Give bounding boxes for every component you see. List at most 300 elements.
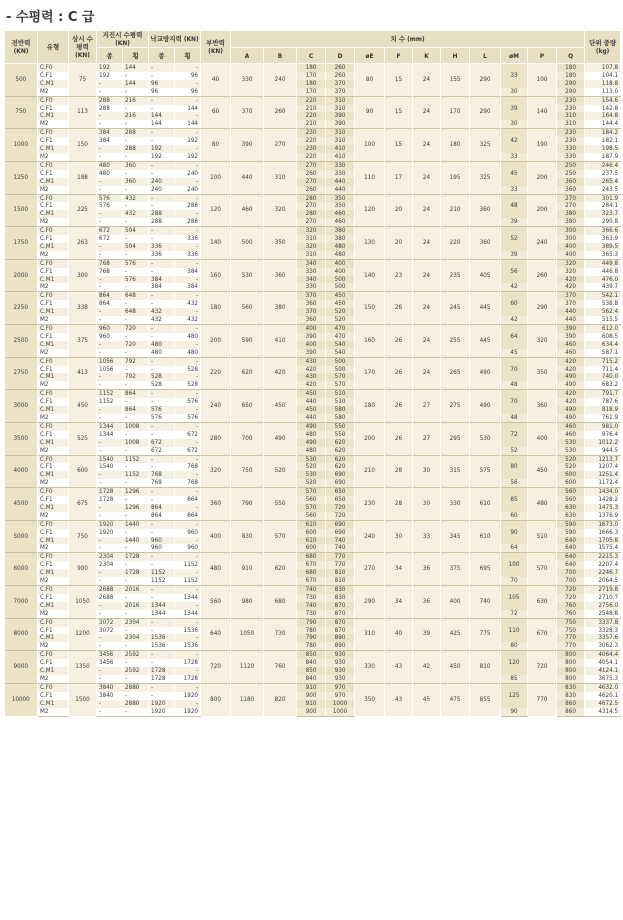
cell-fall-longit: - bbox=[149, 366, 175, 374]
cell-dim-h: 425 bbox=[441, 618, 470, 651]
cell-type: C.F1 bbox=[38, 268, 69, 276]
cell-fall-longit: 96 bbox=[149, 88, 175, 96]
cell-fall-trans: - bbox=[175, 96, 201, 104]
cell-fall-trans: - bbox=[175, 227, 201, 235]
cell-uplift: 180 bbox=[201, 292, 231, 325]
cell-dim-d: 720 bbox=[326, 504, 355, 512]
cell-dim-q: 300 bbox=[557, 235, 585, 243]
cell-uplift: 400 bbox=[201, 520, 231, 553]
cell-seismic-trans: - bbox=[123, 561, 149, 569]
cell-seismic-trans: - bbox=[123, 349, 149, 357]
cell-seismic-longit: 3072 bbox=[97, 627, 123, 635]
cell-type: C.F1 bbox=[38, 463, 69, 471]
cell-dim-q: 420 bbox=[557, 366, 585, 374]
cell-seismic-trans: 432 bbox=[123, 194, 149, 202]
cell-fall-longit: 864 bbox=[149, 504, 175, 512]
cell-unit-weight: 981.0 bbox=[585, 422, 621, 430]
cell-type: M2 bbox=[38, 577, 69, 585]
cell-dim-d: 720 bbox=[326, 512, 355, 520]
cell-dim-q: 180 bbox=[557, 64, 585, 72]
cell-type: M2 bbox=[38, 120, 69, 128]
cell-seismic-longit: 3072 bbox=[97, 618, 123, 626]
cell-unit-weight: 2207.4 bbox=[585, 561, 621, 569]
cell-rated-load: 3500 bbox=[5, 422, 38, 455]
cell-fall-longit: - bbox=[149, 64, 175, 72]
cell-dim-p: 360 bbox=[528, 390, 557, 423]
cell-dim-h: 375 bbox=[441, 553, 470, 586]
header-dim-m: øM bbox=[501, 48, 528, 64]
cell-dim-q: 230 bbox=[557, 105, 585, 113]
cell-dim-c: 670 bbox=[297, 561, 326, 569]
cell-type: C.M1 bbox=[38, 373, 69, 381]
cell-uplift: 60 bbox=[201, 96, 231, 129]
cell-dim-c: 270 bbox=[297, 178, 326, 186]
cell-seismic-longit: 2304 bbox=[97, 561, 123, 569]
cell-seismic-longit: - bbox=[97, 414, 123, 422]
cell-dim-h: 170 bbox=[441, 96, 470, 129]
cell-dim-p: 260 bbox=[528, 259, 557, 292]
cell-fall-longit: 384 bbox=[149, 276, 175, 284]
cell-unit-weight: 446.8 bbox=[585, 268, 621, 276]
cell-dim-p: 100 bbox=[528, 64, 557, 97]
cell-seismic-longit: - bbox=[97, 642, 123, 650]
cell-type: M2 bbox=[38, 544, 69, 552]
cell-seismic-trans: - bbox=[123, 218, 149, 226]
cell-dim-d: 390 bbox=[326, 112, 355, 120]
cell-dim-c: 260 bbox=[297, 170, 326, 178]
cell-dim-d: 450 bbox=[326, 300, 355, 308]
cell-fall-longit: 1920 bbox=[149, 700, 175, 708]
cell-fall-trans: 384 bbox=[175, 283, 201, 291]
cell-dim-d: 870 bbox=[326, 627, 355, 635]
cell-unit-weight: 2719.8 bbox=[585, 586, 621, 594]
cell-unit-weight: 1434.0 bbox=[585, 488, 621, 496]
cell-dim-k: 36 bbox=[413, 586, 441, 619]
cell-dim-m: 45 bbox=[501, 161, 528, 185]
cell-seismic-trans: 1728 bbox=[123, 553, 149, 561]
cell-normal-force: 113 bbox=[69, 96, 97, 129]
cell-type: C.F0 bbox=[38, 520, 69, 528]
cell-dim-d: 460 bbox=[326, 218, 355, 226]
cell-rated-load: 1000 bbox=[5, 129, 38, 162]
cell-dim-d: 740 bbox=[326, 544, 355, 552]
cell-dim-a: 790 bbox=[231, 488, 264, 521]
cell-dim-f: 28 bbox=[385, 488, 413, 521]
cell-dim-a: 650 bbox=[231, 390, 264, 423]
cell-normal-force: 600 bbox=[69, 455, 97, 488]
cell-seismic-longit: - bbox=[97, 251, 123, 259]
cell-unit-weight: 976.4 bbox=[585, 431, 621, 439]
cell-type: C.M1 bbox=[38, 112, 69, 120]
cell-type: C.M1 bbox=[38, 602, 69, 610]
cell-type: M2 bbox=[38, 283, 69, 291]
cell-dim-d: 870 bbox=[326, 618, 355, 626]
table-row bbox=[5, 194, 621, 202]
cell-dim-q: 370 bbox=[557, 300, 585, 308]
cell-fall-longit: - bbox=[149, 594, 175, 602]
cell-dim-f: 43 bbox=[385, 683, 413, 716]
cell-type: C.M1 bbox=[38, 178, 69, 186]
cell-seismic-longit: 1540 bbox=[97, 455, 123, 463]
cell-fall-longit: 480 bbox=[149, 341, 175, 349]
cell-unit-weight: 4632.0 bbox=[585, 683, 621, 691]
cell-fall-trans: 1344 bbox=[175, 594, 201, 602]
cell-fall-trans: - bbox=[175, 161, 201, 169]
cell-dim-q: 860 bbox=[557, 700, 585, 708]
cell-seismic-trans: - bbox=[123, 316, 149, 324]
cell-dim-e: 150 bbox=[355, 292, 385, 325]
cell-unit-weight: 284.1 bbox=[585, 202, 621, 210]
cell-fall-trans: - bbox=[175, 194, 201, 202]
cell-dim-l: 490 bbox=[470, 357, 501, 390]
cell-dim-q: 360 bbox=[557, 186, 585, 194]
cell-rated-load: 1750 bbox=[5, 227, 38, 260]
cell-dim-p: 350 bbox=[528, 357, 557, 390]
cell-dim-p: 630 bbox=[528, 586, 557, 619]
cell-fall-longit: - bbox=[149, 96, 175, 104]
cell-dim-f: 26 bbox=[385, 422, 413, 455]
cell-dim-c: 390 bbox=[297, 333, 326, 341]
cell-fall-longit: - bbox=[149, 235, 175, 243]
cell-dim-d: 500 bbox=[326, 283, 355, 291]
cell-dim-q: 830 bbox=[557, 683, 585, 691]
cell-unit-weight: 366.6 bbox=[585, 227, 621, 235]
cell-dim-q: 390 bbox=[557, 333, 585, 341]
cell-fall-trans: 1152 bbox=[175, 577, 201, 585]
cell-unit-weight: 476.0 bbox=[585, 276, 621, 284]
cell-normal-force: 413 bbox=[69, 357, 97, 390]
cell-dim-d: 350 bbox=[326, 194, 355, 202]
cell-dim-h: 235 bbox=[441, 259, 470, 292]
cell-type: C.F0 bbox=[38, 325, 69, 333]
cell-type: C.F1 bbox=[38, 333, 69, 341]
cell-unit-weight: 4314.5 bbox=[585, 708, 621, 716]
cell-fall-trans: 240 bbox=[175, 186, 201, 194]
cell-dim-a: 750 bbox=[231, 455, 264, 488]
cell-type: C.M1 bbox=[38, 667, 69, 675]
cell-fall-trans: - bbox=[175, 259, 201, 267]
cell-dim-e: 230 bbox=[355, 488, 385, 521]
cell-dim-c: 230 bbox=[297, 145, 326, 153]
cell-normal-force: 1050 bbox=[69, 586, 97, 619]
cell-dim-e: 170 bbox=[355, 357, 385, 390]
cell-normal-force: 338 bbox=[69, 292, 97, 325]
cell-fall-longit: - bbox=[149, 529, 175, 537]
cell-dim-a: 980 bbox=[231, 586, 264, 619]
cell-type: M2 bbox=[38, 675, 69, 683]
cell-seismic-trans: - bbox=[123, 496, 149, 504]
cell-dim-l: 575 bbox=[470, 455, 501, 488]
cell-seismic-longit: - bbox=[97, 349, 123, 357]
cell-dim-k: 24 bbox=[413, 96, 441, 129]
cell-dim-f: 28 bbox=[385, 455, 413, 488]
cell-dim-c: 610 bbox=[297, 537, 326, 545]
cell-fall-trans: 768 bbox=[175, 479, 201, 487]
cell-dim-d: 890 bbox=[326, 634, 355, 642]
cell-dim-k: 42 bbox=[413, 651, 441, 684]
cell-seismic-trans: - bbox=[123, 268, 149, 276]
cell-type: C.F0 bbox=[38, 586, 69, 594]
cell-dim-b: 380 bbox=[264, 292, 297, 325]
cell-dim-q: 270 bbox=[557, 194, 585, 202]
cell-dim-c: 320 bbox=[297, 227, 326, 235]
cell-seismic-trans: - bbox=[123, 170, 149, 178]
cell-fall-trans: 528 bbox=[175, 381, 201, 389]
cell-dim-d: 970 bbox=[326, 683, 355, 691]
cell-type: M2 bbox=[38, 479, 69, 487]
cell-seismic-longit: 576 bbox=[97, 202, 123, 210]
cell-dim-c: 370 bbox=[297, 292, 326, 300]
cell-seismic-trans: - bbox=[123, 251, 149, 259]
cell-dim-e: 180 bbox=[355, 390, 385, 423]
cell-fall-trans: - bbox=[175, 667, 201, 675]
cell-dim-h: 255 bbox=[441, 325, 470, 358]
cell-dim-c: 180 bbox=[297, 80, 326, 88]
cell-fall-trans: - bbox=[175, 308, 201, 316]
cell-type: C.M1 bbox=[38, 537, 69, 545]
cell-dim-q: 490 bbox=[557, 414, 585, 422]
cell-fall-trans: 1152 bbox=[175, 561, 201, 569]
cell-fall-longit: - bbox=[149, 692, 175, 700]
cell-dim-h: 295 bbox=[441, 422, 470, 455]
cell-dim-c: 740 bbox=[297, 602, 326, 610]
cell-dim-f: 26 bbox=[385, 357, 413, 390]
cell-fall-longit: - bbox=[149, 161, 175, 169]
cell-dim-m-m2: 80 bbox=[501, 642, 528, 650]
cell-dim-d: 740 bbox=[326, 537, 355, 545]
cell-dim-q: 420 bbox=[557, 276, 585, 284]
cell-dim-d: 370 bbox=[326, 88, 355, 96]
cell-seismic-trans: - bbox=[123, 235, 149, 243]
cell-fall-trans: - bbox=[175, 276, 201, 284]
cell-dim-c: 170 bbox=[297, 88, 326, 96]
cell-dim-c: 910 bbox=[297, 683, 326, 691]
cell-dim-m: 56 bbox=[501, 259, 528, 283]
header-fall-prevention: 낙교방지력 (KN) bbox=[149, 31, 201, 48]
cell-seismic-trans: 2016 bbox=[123, 586, 149, 594]
cell-dim-f: 26 bbox=[385, 292, 413, 325]
cell-fall-longit: 288 bbox=[149, 218, 175, 226]
cell-dim-m: 80 bbox=[501, 455, 528, 479]
cell-seismic-longit: 864 bbox=[97, 300, 123, 308]
cell-dim-c: 220 bbox=[297, 112, 326, 120]
cell-seismic-trans: 576 bbox=[123, 259, 149, 267]
cell-dim-d: 380 bbox=[326, 227, 355, 235]
cell-type: M2 bbox=[38, 610, 69, 618]
cell-fall-longit: - bbox=[149, 357, 175, 365]
cell-normal-force: 225 bbox=[69, 194, 97, 227]
cell-dim-d: 810 bbox=[326, 577, 355, 585]
cell-seismic-longit: 672 bbox=[97, 235, 123, 243]
cell-uplift: 100 bbox=[201, 161, 231, 194]
cell-dim-c: 730 bbox=[297, 594, 326, 602]
cell-seismic-trans: - bbox=[123, 398, 149, 406]
cell-seismic-longit: - bbox=[97, 537, 123, 545]
cell-normal-force: 1500 bbox=[69, 683, 97, 716]
cell-unit-weight: 107.8 bbox=[585, 64, 621, 72]
cell-fall-trans: 288 bbox=[175, 218, 201, 226]
cell-dim-h: 195 bbox=[441, 161, 470, 194]
cell-seismic-trans: - bbox=[123, 577, 149, 585]
cell-dim-d: 870 bbox=[326, 610, 355, 618]
cell-dim-h: 315 bbox=[441, 455, 470, 488]
cell-fall-trans: 96 bbox=[175, 72, 201, 80]
cell-seismic-trans: - bbox=[123, 137, 149, 145]
cell-dim-e: 330 bbox=[355, 651, 385, 684]
cell-unit-weight: 363.9 bbox=[585, 235, 621, 243]
cell-dim-c: 320 bbox=[297, 243, 326, 251]
cell-dim-m-m2: 56 bbox=[501, 479, 528, 487]
cell-seismic-longit: 2688 bbox=[97, 594, 123, 602]
cell-type: C.F0 bbox=[38, 390, 69, 398]
cell-dim-m-m2: 39 bbox=[501, 218, 528, 226]
cell-fall-trans: 960 bbox=[175, 529, 201, 537]
cell-fall-longit: 1152 bbox=[149, 569, 175, 577]
cell-dim-h: 210 bbox=[441, 194, 470, 227]
cell-unit-weight: 142.8 bbox=[585, 105, 621, 113]
cell-dim-q: 320 bbox=[557, 259, 585, 267]
cell-type: C.F0 bbox=[38, 259, 69, 267]
header-fall-trans: 횡 bbox=[175, 48, 201, 64]
cell-unit-weight: 715.2 bbox=[585, 357, 621, 365]
cell-seismic-longit: 1344 bbox=[97, 431, 123, 439]
cell-fall-trans: - bbox=[175, 455, 201, 463]
cell-fall-longit: - bbox=[149, 194, 175, 202]
cell-unit-weight: 1213.7 bbox=[585, 455, 621, 463]
cell-seismic-longit: - bbox=[97, 512, 123, 520]
cell-fall-longit: - bbox=[149, 227, 175, 235]
cell-fall-longit: - bbox=[149, 553, 175, 561]
cell-seismic-longit: 3840 bbox=[97, 692, 123, 700]
cell-seismic-longit: 3456 bbox=[97, 651, 123, 659]
cell-type: M2 bbox=[38, 349, 69, 357]
cell-dim-h: 155 bbox=[441, 64, 470, 97]
cell-seismic-trans: - bbox=[123, 153, 149, 161]
cell-dim-p: 480 bbox=[528, 488, 557, 521]
cell-fall-longit: 672 bbox=[149, 439, 175, 447]
cell-unit-weight: 1673.0 bbox=[585, 520, 621, 528]
cell-fall-longit: - bbox=[149, 651, 175, 659]
cell-type: C.F1 bbox=[38, 692, 69, 700]
cell-rated-load: 4500 bbox=[5, 488, 38, 521]
cell-normal-force: 675 bbox=[69, 488, 97, 521]
cell-unit-weight: 237.5 bbox=[585, 170, 621, 178]
cell-dim-q: 720 bbox=[557, 594, 585, 602]
cell-unit-weight: 182.1 bbox=[585, 137, 621, 145]
cell-dim-m: 48 bbox=[501, 194, 528, 218]
cell-dim-l: 360 bbox=[470, 227, 501, 260]
cell-seismic-trans: - bbox=[123, 479, 149, 487]
cell-unit-weight: 944.5 bbox=[585, 447, 621, 455]
table-row bbox=[5, 651, 621, 659]
cell-dim-d: 770 bbox=[326, 561, 355, 569]
cell-dim-m: 120 bbox=[501, 651, 528, 675]
cell-dim-b: 820 bbox=[264, 683, 297, 716]
cell-type: C.M1 bbox=[38, 276, 69, 284]
cell-fall-longit: - bbox=[149, 259, 175, 267]
cell-dim-q: 400 bbox=[557, 251, 585, 259]
cell-seismic-trans: - bbox=[123, 300, 149, 308]
cell-dim-m: 42 bbox=[501, 129, 528, 153]
header-seismic-force: 지진시 수평력 (KN) bbox=[97, 31, 149, 48]
cell-type: C.F0 bbox=[38, 129, 69, 137]
cell-dim-d: 440 bbox=[326, 186, 355, 194]
cell-dim-d: 370 bbox=[326, 80, 355, 88]
table-row bbox=[5, 292, 621, 300]
cell-fall-trans: 144 bbox=[175, 105, 201, 113]
cell-fall-longit: 192 bbox=[149, 145, 175, 153]
cell-rated-load: 5000 bbox=[5, 520, 38, 553]
cell-fall-longit: - bbox=[149, 300, 175, 308]
cell-fall-trans: 192 bbox=[175, 137, 201, 145]
cell-fall-trans: - bbox=[175, 537, 201, 545]
cell-dim-m-m2: 33 bbox=[501, 186, 528, 194]
cell-fall-trans: - bbox=[175, 520, 201, 528]
cell-fall-trans: 336 bbox=[175, 251, 201, 259]
cell-dim-p: 400 bbox=[528, 422, 557, 455]
cell-fall-trans: - bbox=[175, 651, 201, 659]
header-seismic-longit: 종 bbox=[97, 48, 123, 64]
cell-dim-b: 310 bbox=[264, 161, 297, 194]
cell-fall-trans: - bbox=[175, 471, 201, 479]
cell-dim-l: 445 bbox=[470, 292, 501, 325]
cell-dim-l: 610 bbox=[470, 488, 501, 521]
cell-dim-d: 480 bbox=[326, 251, 355, 259]
cell-dim-c: 280 bbox=[297, 194, 326, 202]
cell-type: M2 bbox=[38, 642, 69, 650]
cell-dim-a: 500 bbox=[231, 227, 264, 260]
cell-dim-a: 460 bbox=[231, 194, 264, 227]
cell-dim-c: 270 bbox=[297, 161, 326, 169]
cell-unit-weight: 608.5 bbox=[585, 333, 621, 341]
cell-dim-c: 310 bbox=[297, 251, 326, 259]
cell-dim-q: 600 bbox=[557, 479, 585, 487]
cell-dim-m: 64 bbox=[501, 325, 528, 349]
cell-dim-e: 350 bbox=[355, 683, 385, 716]
cell-dim-q: 310 bbox=[557, 112, 585, 120]
cell-dim-c: 780 bbox=[297, 627, 326, 635]
cell-fall-trans: 432 bbox=[175, 300, 201, 308]
cell-dim-q: 300 bbox=[557, 227, 585, 235]
cell-normal-force: 1350 bbox=[69, 651, 97, 684]
cell-type: C.F1 bbox=[38, 561, 69, 569]
cell-dim-l: 610 bbox=[470, 520, 501, 553]
cell-type: C.F0 bbox=[38, 292, 69, 300]
cell-fall-longit: - bbox=[149, 422, 175, 430]
cell-dim-k: 30 bbox=[413, 455, 441, 488]
cell-fall-trans: - bbox=[175, 553, 201, 561]
cell-dim-c: 270 bbox=[297, 202, 326, 210]
cell-dim-d: 460 bbox=[326, 210, 355, 218]
table-header bbox=[5, 31, 621, 64]
header-dim-a: A bbox=[231, 48, 264, 64]
cell-type: C.M1 bbox=[38, 569, 69, 577]
cell-type: C.F0 bbox=[38, 194, 69, 202]
cell-seismic-longit: - bbox=[97, 88, 123, 96]
cell-unit-weight: 791.7 bbox=[585, 390, 621, 398]
cell-fall-longit: 1344 bbox=[149, 610, 175, 618]
cell-type: C.M1 bbox=[38, 80, 69, 88]
cell-fall-trans: 1728 bbox=[175, 675, 201, 683]
cell-dim-q: 830 bbox=[557, 692, 585, 700]
cell-dim-c: 400 bbox=[297, 325, 326, 333]
cell-seismic-trans: - bbox=[123, 366, 149, 374]
cell-fall-longit: 432 bbox=[149, 308, 175, 316]
cell-fall-longit: 528 bbox=[149, 373, 175, 381]
cell-rated-load: 6000 bbox=[5, 553, 38, 586]
cell-dim-q: 750 bbox=[557, 627, 585, 635]
cell-type: C.F0 bbox=[38, 651, 69, 659]
